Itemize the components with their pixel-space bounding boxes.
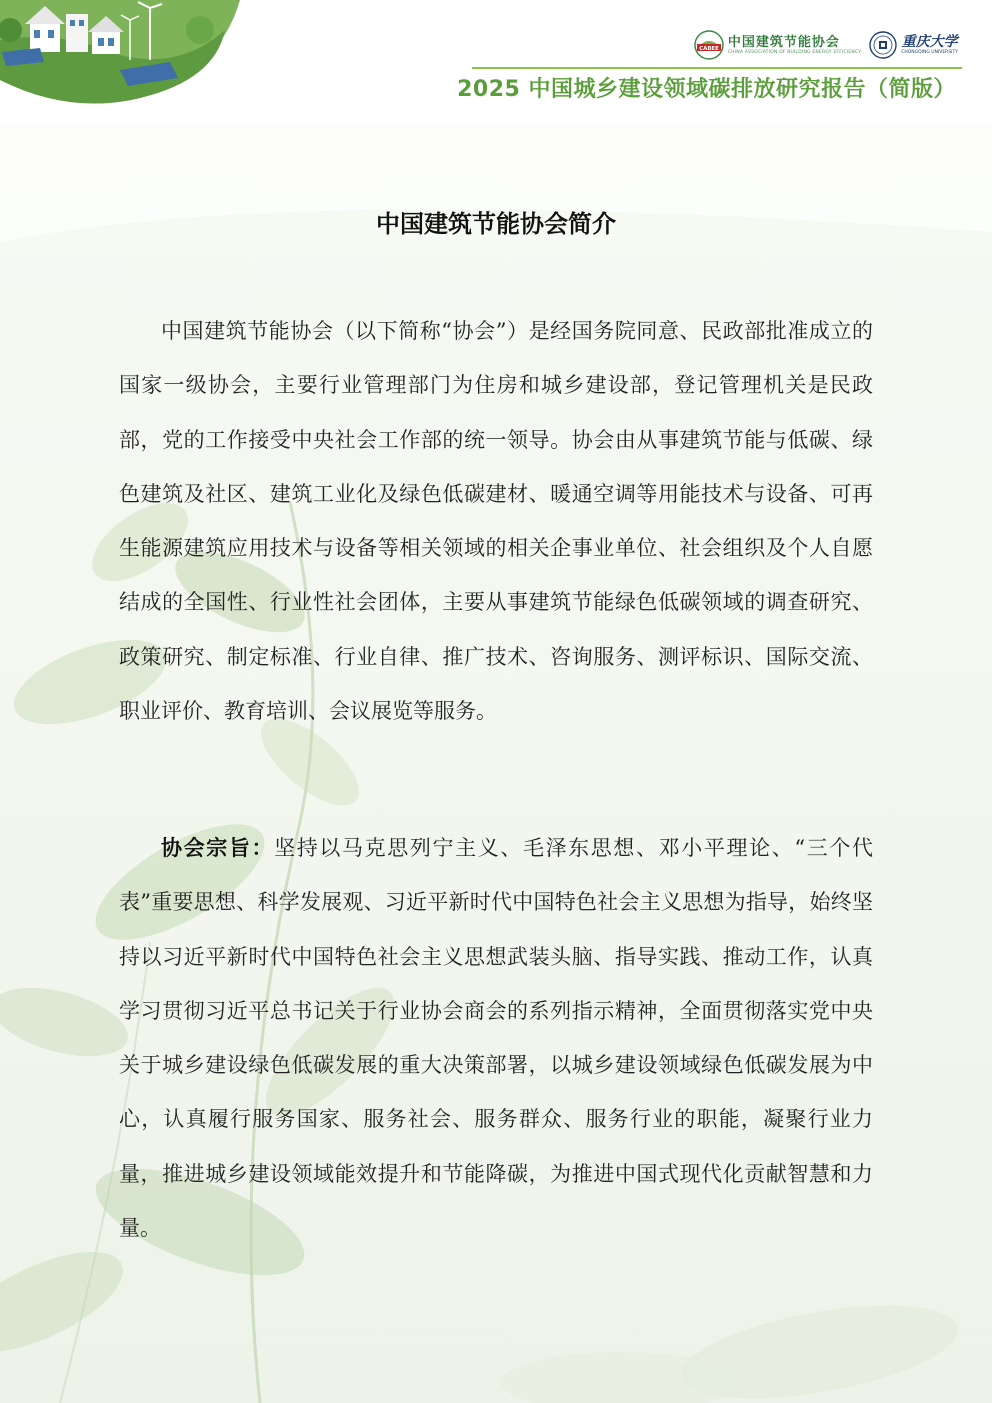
- cabee-name-en: CHINA ASSOCIATION OF BUILDING ENERGY EFFICIENCY: [727, 49, 862, 55]
- purpose-label: 协会宗旨：: [161, 836, 275, 860]
- purpose-text: 坚持以马克思列宁主义、毛泽东思想、邓小平理论、“三个代表”重要思想、科学发展观、习近平新时代中国特色社会主义思想为指导，始终坚持以习近平新时代中国特色社会主义思想武装头脑、指导实践、推动工作，认真学习贯彻习近平总书记关于行业协会商会的系列指示精神，全面贯彻落实党中央关于城乡建设绿色低碳发展的重大决策部署，以城乡建设领域绿色低碳发展为中心，认真履行服务国家、服务社会、服务群众、服务行业的职能，凝聚行业力量，推进城乡建设领域能效提升和节能降碳，为推进中国式现代化贡献智慧和力量。: [119, 836, 874, 1241]
- cqu-name-en: CHONGQING UNIVERSITY: [901, 50, 958, 55]
- cabee-name-cn: 中国建筑节能协会: [727, 34, 840, 50]
- intro-paragraph: 中国建筑节能协会（以下简称“协会”）是经国务院同意、民政部批准成立的国家一级协会，主要行业管理部门为住房和城乡建设部，登记管理机关是民政部，党的工作接受中央社会工作部的统一领导。协会由从事建筑节能与低碳、绿色建筑及社区、建筑工业化及绿色低碳建材、暖通空调等用能技术与设备、可再生能源建筑应用技术与设备等相关领域的相关企事业单位、社会组织及个人自愿结成的全国性、行业性社会团体，主要从事建筑节能绿色低碳领域的调查研究、政策研究、制定标准、行业自律、推广技术、咨询服务、测评标识、国际交流、职业评价、教育培训、会议展览等服务。: [119, 319, 873, 724]
- cqu-name-cn: 重庆大学: [901, 34, 958, 50]
- report-title: 2025 中国城乡建设领域碳排放研究报告（简版）: [457, 77, 956, 102]
- purpose-paragraph: [119, 821, 873, 1255]
- cabee-badge-text: CABEE: [699, 45, 719, 52]
- section-title: 中国建筑节能协会简介: [376, 210, 616, 238]
